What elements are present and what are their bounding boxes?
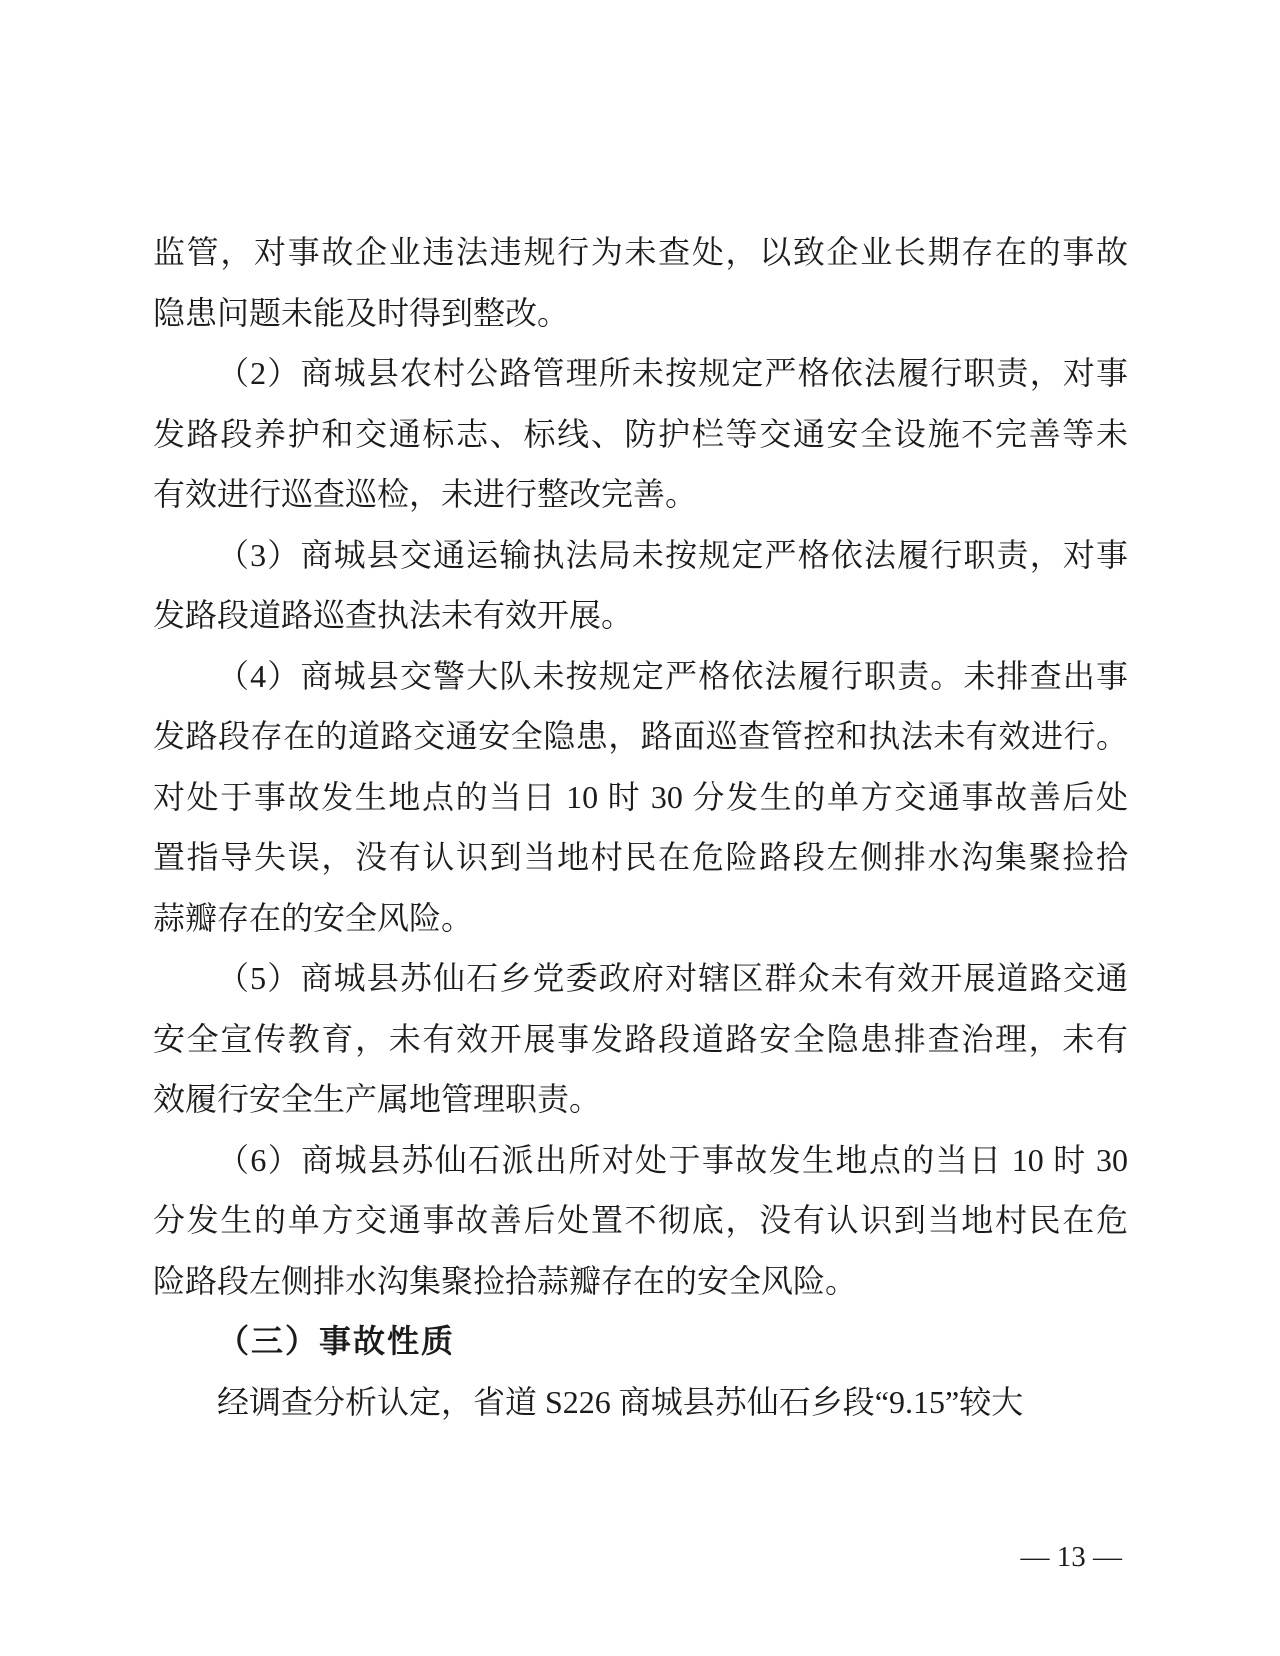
text-line: （3）商城县交通运输执法局未按规定严格依法履行职责，对事 (217, 536, 1128, 573)
section-heading: （三）事故性质 (217, 1323, 456, 1359)
text-line: 发路段道路巡查执法未有效开展。 (153, 597, 634, 633)
text-line: 对处于事故发生地点的当日 10 时 30 分发生的单方交通事故善后处 (153, 778, 1128, 815)
text-line: 发路段存在的道路交通安全隐患，路面巡查管控和执法未有效进行。 (153, 718, 1128, 754)
text-line: 隐患问题未能及时得到整改。 (153, 294, 570, 331)
text-line: 分发生的单方交通事故善后处置不彻底，没有认识到当地村民在危 (153, 1202, 1128, 1238)
text-line: 蒜瓣存在的安全风险。 (153, 899, 474, 936)
text-line: 经调查分析认定，省道 S226 商城县苏仙石乡段“9.15”较大 (217, 1383, 1024, 1420)
text-line: 置指导失误，没有认识到当地村民在危险路段左侧排水沟集聚捡拾 (153, 839, 1128, 875)
text-line: 发路段养护和交通标志、标线、防护栏等交通安全设施不完善等未 (153, 415, 1128, 452)
text-line: （2）商城县农村公路管理所未按规定严格依法履行职责，对事 (217, 355, 1128, 391)
text-line: （4）商城县交警大队未按规定严格依法履行职责。未排查出事 (217, 657, 1128, 694)
text-line: 险路段左侧排水沟集聚捡拾蒜瓣存在的安全风险。 (153, 1262, 858, 1299)
text-line: （5）商城县苏仙石乡党委政府对辖区群众未有效开展道路交通 (217, 960, 1128, 996)
text-line: 效履行安全生产属地管理职责。 (153, 1081, 602, 1117)
body-text (153, 222, 1128, 1432)
text-line: 有效进行巡查巡检，未进行整改完善。 (153, 476, 698, 512)
text-line: 安全宣传教育，未有效开展事发路段道路安全隐患排查治理，未有 (153, 1020, 1128, 1057)
page-number: — 13 — (1020, 1541, 1122, 1573)
text-line: 监管，对事故企业违法违规行为未查处，以致企业长期存在的事故 (153, 234, 1128, 270)
text-line: （6）商城县苏仙石派出所对处于事故发生地点的当日 10 时 30 (217, 1141, 1128, 1178)
page-footer (1021, 1539, 1123, 1575)
